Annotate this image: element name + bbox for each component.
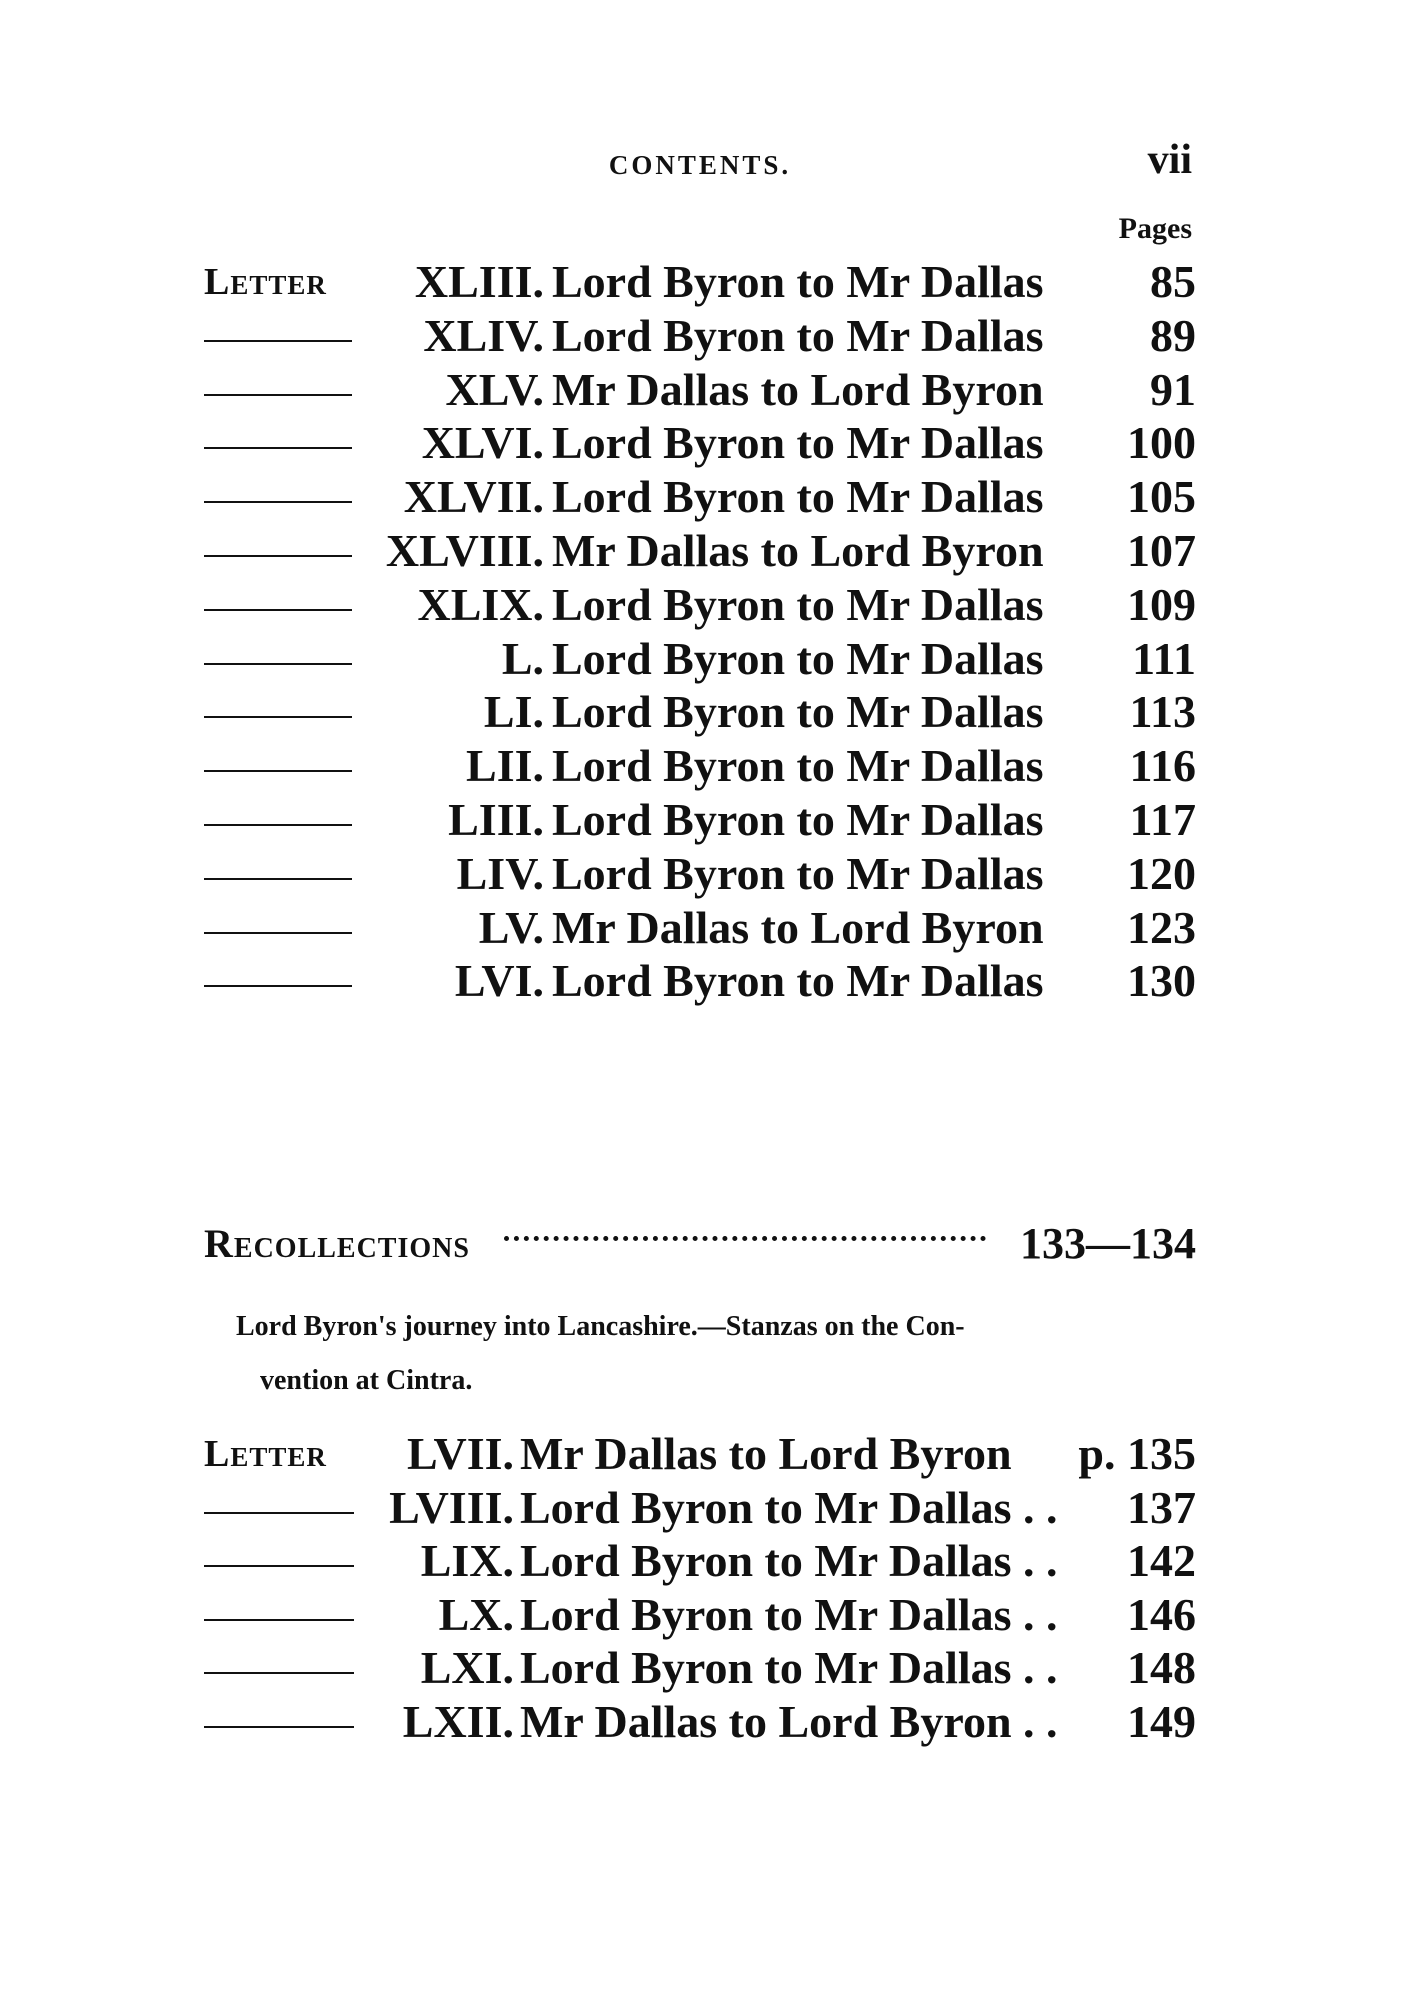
letter-numeral: LI. — [483, 686, 544, 738]
page-ref: 146 — [1127, 1588, 1196, 1640]
page-number: vii — [1147, 137, 1192, 183]
letter-numeral: LVII. — [407, 1428, 514, 1479]
toc-row — [0, 467, 1404, 527]
letter-label: Letter — [204, 1433, 327, 1475]
page-ref: 91 — [1150, 363, 1196, 415]
ditto-dash — [204, 467, 352, 527]
page-ref: 130 — [1127, 955, 1196, 1007]
ditto-dash — [204, 951, 352, 1011]
toc-row — [0, 521, 1404, 581]
toc-row — [0, 1638, 1404, 1698]
page-ref: 148 — [1127, 1642, 1196, 1694]
letter-label: Letter — [204, 261, 327, 303]
recollections-pages: 133—134 — [1020, 1219, 1196, 1268]
ditto-dash — [204, 898, 352, 958]
letter-numeral: LVI. — [454, 955, 544, 1007]
page-ref: 100 — [1127, 417, 1196, 469]
ditto-dash — [204, 521, 352, 581]
letter-title: Lord Byron to Mr Dallas — [552, 847, 1044, 899]
letter-title: Mr Dallas to Lord Byron . . — [520, 1696, 1058, 1747]
toc-row — [0, 629, 1404, 689]
letter-numeral: LXI. — [420, 1642, 514, 1694]
page-ref: 107 — [1127, 525, 1196, 576]
letter-numeral: LIX. — [420, 1535, 514, 1587]
letter-title: Lord Byron to Mr Dallas . . — [520, 1481, 1058, 1533]
ditto-dash — [204, 790, 352, 850]
toc-row — [0, 844, 1404, 904]
toc-row — [0, 1585, 1404, 1645]
page-ref: 105 — [1127, 471, 1196, 523]
letter-title: Mr Dallas to Lord Byron — [520, 1428, 1012, 1479]
letter-title: Lord Byron to Mr Dallas — [552, 256, 1044, 307]
summary-line: Lord Byron's journey into Lancashire.—Stanzas on the Con- — [236, 1311, 965, 1342]
letter-numeral: XLV. — [445, 363, 544, 415]
toc-row — [0, 682, 1404, 742]
page-ref: 137 — [1127, 1481, 1196, 1533]
toc-row — [0, 951, 1404, 1011]
page-ref: 116 — [1129, 740, 1196, 792]
toc-row — [0, 413, 1404, 473]
page-ref: 113 — [1129, 686, 1196, 738]
ditto-dash — [204, 413, 352, 473]
ditto-dash — [204, 306, 352, 366]
toc-row — [0, 252, 1404, 312]
toc-row — [0, 575, 1404, 635]
page-ref: 109 — [1127, 578, 1196, 630]
toc-row — [0, 790, 1404, 850]
letter-numeral: XLIX. — [417, 578, 544, 630]
letter-title: Mr Dallas to Lord Byron — [552, 901, 1044, 953]
page-ref: 142 — [1127, 1535, 1196, 1587]
letter-title: Lord Byron to Mr Dallas — [552, 794, 1044, 845]
page-ref: 117 — [1129, 794, 1196, 845]
ditto-dash — [204, 682, 352, 742]
page-ref: p. 135 — [1078, 1428, 1196, 1479]
ditto-dash — [204, 1692, 354, 1752]
ditto-dash — [204, 1531, 354, 1591]
letter-title: Lord Byron to Mr Dallas — [552, 578, 1044, 630]
page-ref: 89 — [1150, 309, 1196, 361]
toc-row — [0, 1692, 1404, 1752]
toc-row — [0, 306, 1404, 366]
toc-row — [0, 1531, 1404, 1591]
ditto-dash — [204, 1585, 354, 1645]
letter-title: Mr Dallas to Lord Byron — [552, 525, 1044, 576]
ditto-dash — [204, 844, 352, 904]
ditto-dash — [204, 575, 352, 635]
letter-numeral: LII. — [466, 740, 544, 792]
letter-numeral: LV. — [478, 901, 544, 953]
page-ref: 120 — [1127, 847, 1196, 899]
toc-row — [0, 1424, 1404, 1484]
ditto-dash — [204, 1638, 354, 1698]
page-ref: 149 — [1127, 1696, 1196, 1747]
toc-row — [0, 898, 1404, 958]
ditto-dash — [204, 360, 352, 420]
running-title: CONTENTS. — [608, 150, 792, 180]
letter-numeral: XLVIII. — [385, 525, 544, 576]
letter-numeral: L. — [501, 632, 544, 684]
recollections-summary — [236, 1300, 1196, 1408]
letter-numeral: XLIII. — [414, 256, 544, 307]
letter-title: Lord Byron to Mr Dallas — [552, 686, 1044, 738]
summary-line: vention at Cintra. — [260, 1365, 473, 1396]
letter-title: Lord Byron to Mr Dallas — [552, 740, 1044, 792]
letter-title: Lord Byron to Mr Dallas — [552, 417, 1044, 469]
letter-title: Lord Byron to Mr Dallas . . — [520, 1535, 1058, 1587]
pages-column-label: Pages — [1118, 212, 1192, 245]
letter-title: Lord Byron to Mr Dallas . . — [520, 1642, 1058, 1694]
toc-row — [0, 736, 1404, 796]
toc-row — [0, 1478, 1404, 1538]
letter-title: Lord Byron to Mr Dallas — [552, 471, 1044, 523]
letter-title: Lord Byron to Mr Dallas . . — [520, 1588, 1058, 1640]
letter-numeral: XLIV. — [423, 309, 544, 361]
letter-title: Lord Byron to Mr Dallas — [552, 309, 1044, 361]
letter-title: Mr Dallas to Lord Byron — [552, 363, 1044, 415]
recollections-label: Recollections — [204, 1221, 470, 1266]
letter-title: Lord Byron to Mr Dallas — [552, 632, 1044, 684]
ditto-dash — [204, 736, 352, 796]
leader-dots — [504, 1236, 986, 1241]
letter-title: Lord Byron to Mr Dallas — [552, 955, 1044, 1007]
ditto-dash — [204, 1478, 354, 1538]
ditto-dash — [204, 629, 352, 689]
letter-numeral: LX. — [438, 1588, 514, 1640]
recollections-entry — [204, 1212, 1196, 1276]
page-ref: 111 — [1132, 632, 1196, 684]
letter-numeral: LIV. — [456, 847, 544, 899]
letter-numeral: LVIII. — [389, 1481, 514, 1533]
page-ref: 123 — [1127, 901, 1196, 953]
letter-numeral: XLVII. — [403, 471, 544, 523]
page-ref: 85 — [1150, 256, 1196, 307]
toc-row — [0, 360, 1404, 420]
letter-numeral: XLVI. — [421, 417, 544, 469]
letter-numeral: LIII. — [448, 794, 544, 845]
letter-numeral: LXII. — [402, 1696, 514, 1747]
